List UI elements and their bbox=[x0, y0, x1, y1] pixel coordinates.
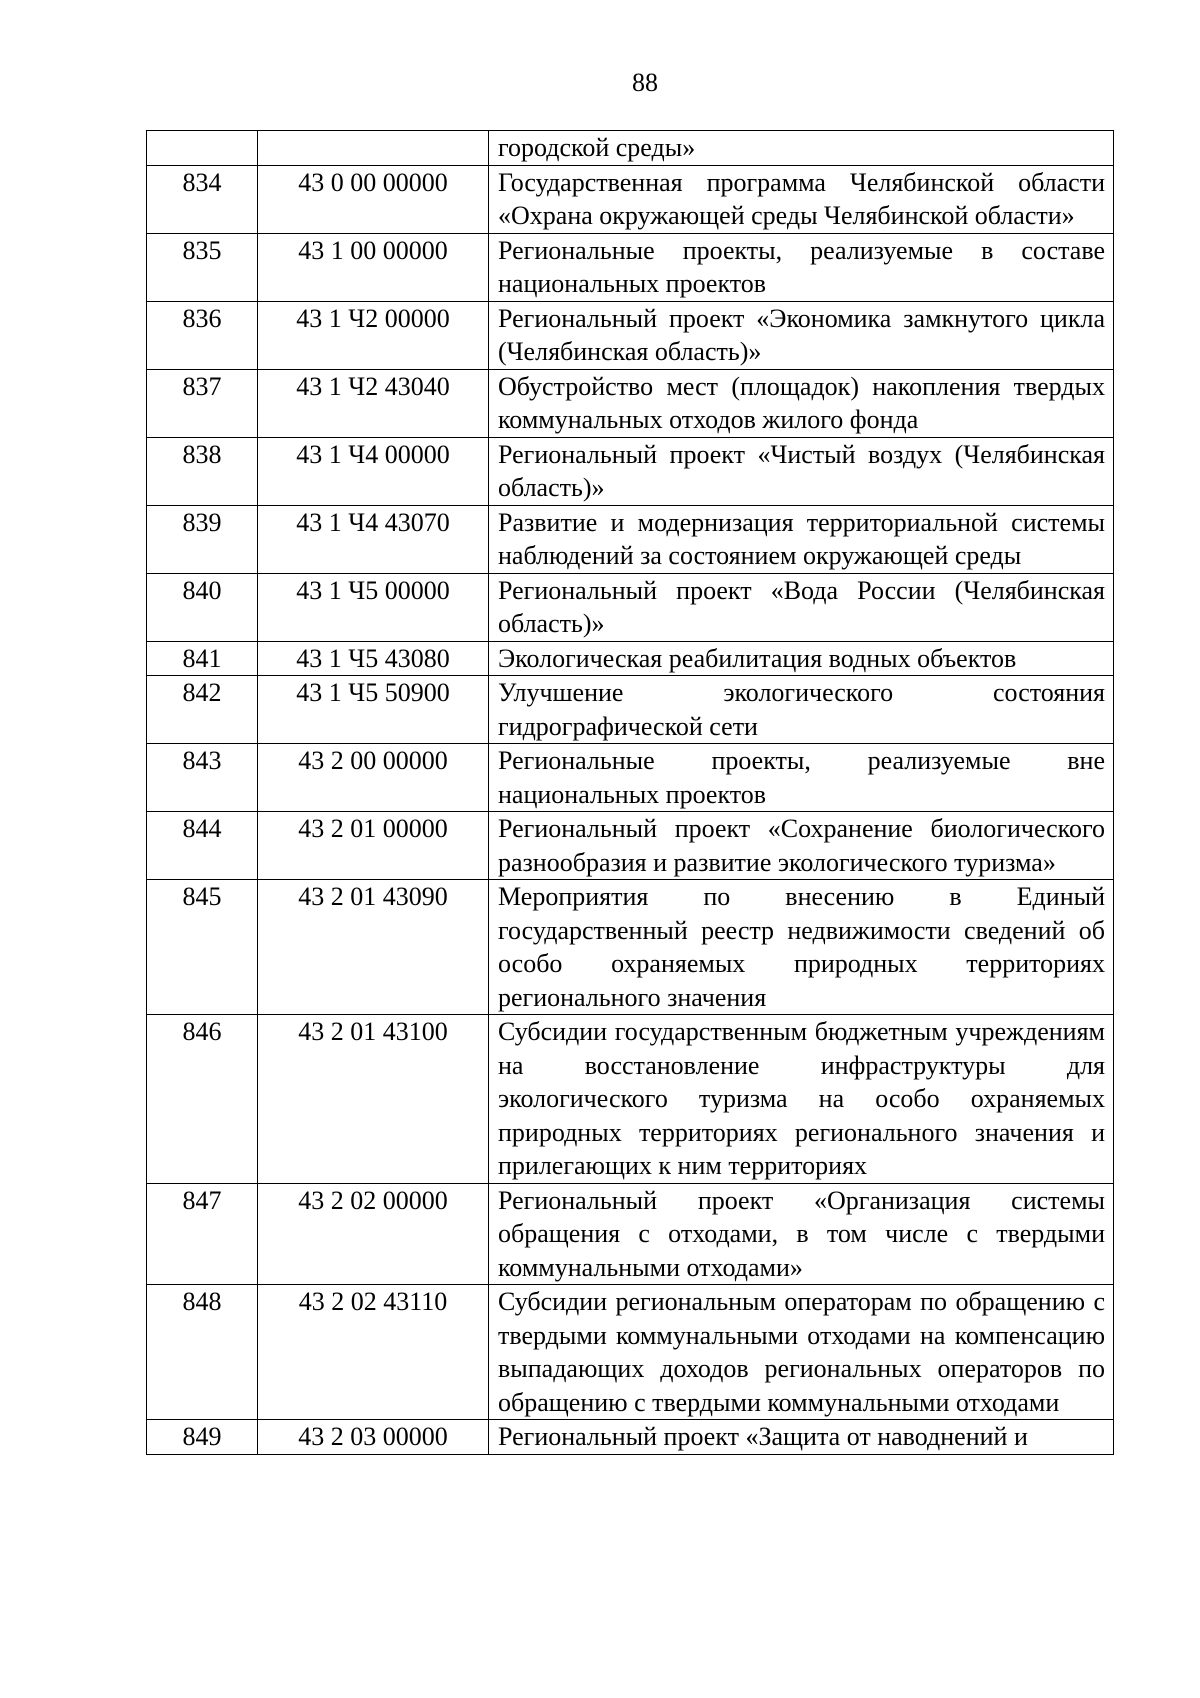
description-cell: Региональный проект «Вода России (Челябинская область)» bbox=[489, 573, 1114, 641]
row-number-cell: 842 bbox=[147, 676, 258, 744]
target-code-cell: 43 0 00 00000 bbox=[258, 165, 489, 233]
row-number-cell: 849 bbox=[147, 1420, 258, 1455]
page-number: 88 bbox=[632, 68, 658, 97]
target-code-cell: 43 1 00 00000 bbox=[258, 233, 489, 301]
table-row bbox=[147, 301, 1114, 369]
table-row bbox=[147, 1183, 1114, 1285]
target-code-cell bbox=[258, 131, 489, 166]
target-code-cell: 43 2 01 43090 bbox=[258, 880, 489, 1015]
table-row bbox=[147, 233, 1114, 301]
table-row bbox=[147, 1015, 1114, 1184]
row-number-cell: 840 bbox=[147, 573, 258, 641]
row-number-cell: 843 bbox=[147, 744, 258, 812]
table-row bbox=[147, 165, 1114, 233]
description-cell: Улучшение экологического состояния гидрографической сети bbox=[489, 676, 1114, 744]
target-code-cell: 43 2 00 00000 bbox=[258, 744, 489, 812]
row-number-cell: 835 bbox=[147, 233, 258, 301]
target-code-cell: 43 1 Ч5 00000 bbox=[258, 573, 489, 641]
target-code-cell: 43 1 Ч4 00000 bbox=[258, 437, 489, 505]
row-number-cell: 848 bbox=[147, 1285, 258, 1420]
row-number-cell: 838 bbox=[147, 437, 258, 505]
row-number-cell: 837 bbox=[147, 369, 258, 437]
target-code-cell: 43 1 Ч4 43070 bbox=[258, 505, 489, 573]
table-row bbox=[147, 880, 1114, 1015]
table-row bbox=[147, 641, 1114, 676]
description-cell: Региональный проект «Сохранение биологического разнообразия и развитие экологического туризма» bbox=[489, 812, 1114, 880]
row-number-cell: 834 bbox=[147, 165, 258, 233]
row-number-cell: 845 bbox=[147, 880, 258, 1015]
description-cell: Государственная программа Челябинской области «Охрана окружающей среды Челябинской области» bbox=[489, 165, 1114, 233]
description-cell: Субсидии государственным бюджетным учреждениям на восстановление инфраструктуры для экологического туризма на особо охраняемых природных территориях регионального значения и прилегающих к ним территориях bbox=[489, 1015, 1114, 1184]
description-cell: Региональный проект «Защита от наводнений и bbox=[489, 1420, 1114, 1455]
description-cell: Развитие и модернизация территориальной системы наблюдений за состоянием окружающей среды bbox=[489, 505, 1114, 573]
description-cell: Мероприятия по внесению в Единый государственный реестр недвижимости сведений об особо охраняемых природных территориях регионального значения bbox=[489, 880, 1114, 1015]
table-row bbox=[147, 437, 1114, 505]
row-number-cell: 846 bbox=[147, 1015, 258, 1184]
budget-classification-table bbox=[146, 130, 1114, 1455]
description-cell: Субсидии региональным операторам по обращению с твердыми коммунальными отходами на компенсацию выпадающих доходов региональных операторов по обращению с твердыми коммунальными отходами bbox=[489, 1285, 1114, 1420]
description-cell: Региональный проект «Организация системы обращения с отходами, в том числе с твердыми коммунальными отходами» bbox=[489, 1183, 1114, 1285]
table-row bbox=[147, 131, 1114, 166]
target-code-cell: 43 2 01 00000 bbox=[258, 812, 489, 880]
table-row bbox=[147, 369, 1114, 437]
target-code-cell: 43 1 Ч5 43080 bbox=[258, 641, 489, 676]
description-cell: Региональный проект «Экономика замкнутого цикла (Челябинская область)» bbox=[489, 301, 1114, 369]
table-body bbox=[147, 131, 1114, 1455]
table-row bbox=[147, 505, 1114, 573]
target-code-cell: 43 1 Ч2 00000 bbox=[258, 301, 489, 369]
row-number-cell: 844 bbox=[147, 812, 258, 880]
description-cell: Обустройство мест (площадок) накопления твердых коммунальных отходов жилого фонда bbox=[489, 369, 1114, 437]
table-row bbox=[147, 744, 1114, 812]
target-code-cell: 43 2 01 43100 bbox=[258, 1015, 489, 1184]
row-number-cell bbox=[147, 131, 258, 166]
table-row bbox=[147, 812, 1114, 880]
description-cell: Региональные проекты, реализуемые вне национальных проектов bbox=[489, 744, 1114, 812]
row-number-cell: 847 bbox=[147, 1183, 258, 1285]
table-row bbox=[147, 1420, 1114, 1455]
row-number-cell: 839 bbox=[147, 505, 258, 573]
row-number-cell: 841 bbox=[147, 641, 258, 676]
target-code-cell: 43 2 03 00000 bbox=[258, 1420, 489, 1455]
table-row bbox=[147, 1285, 1114, 1420]
description-cell: городской среды» bbox=[489, 131, 1114, 166]
target-code-cell: 43 1 Ч2 43040 bbox=[258, 369, 489, 437]
description-cell: Региональные проекты, реализуемые в составе национальных проектов bbox=[489, 233, 1114, 301]
target-code-cell: 43 2 02 00000 bbox=[258, 1183, 489, 1285]
table-row bbox=[147, 573, 1114, 641]
description-cell: Региональный проект «Чистый воздух (Челябинская область)» bbox=[489, 437, 1114, 505]
table-row bbox=[147, 676, 1114, 744]
target-code-cell: 43 2 02 43110 bbox=[258, 1285, 489, 1420]
target-code-cell: 43 1 Ч5 50900 bbox=[258, 676, 489, 744]
description-cell: Экологическая реабилитация водных объектов bbox=[489, 641, 1114, 676]
row-number-cell: 836 bbox=[147, 301, 258, 369]
